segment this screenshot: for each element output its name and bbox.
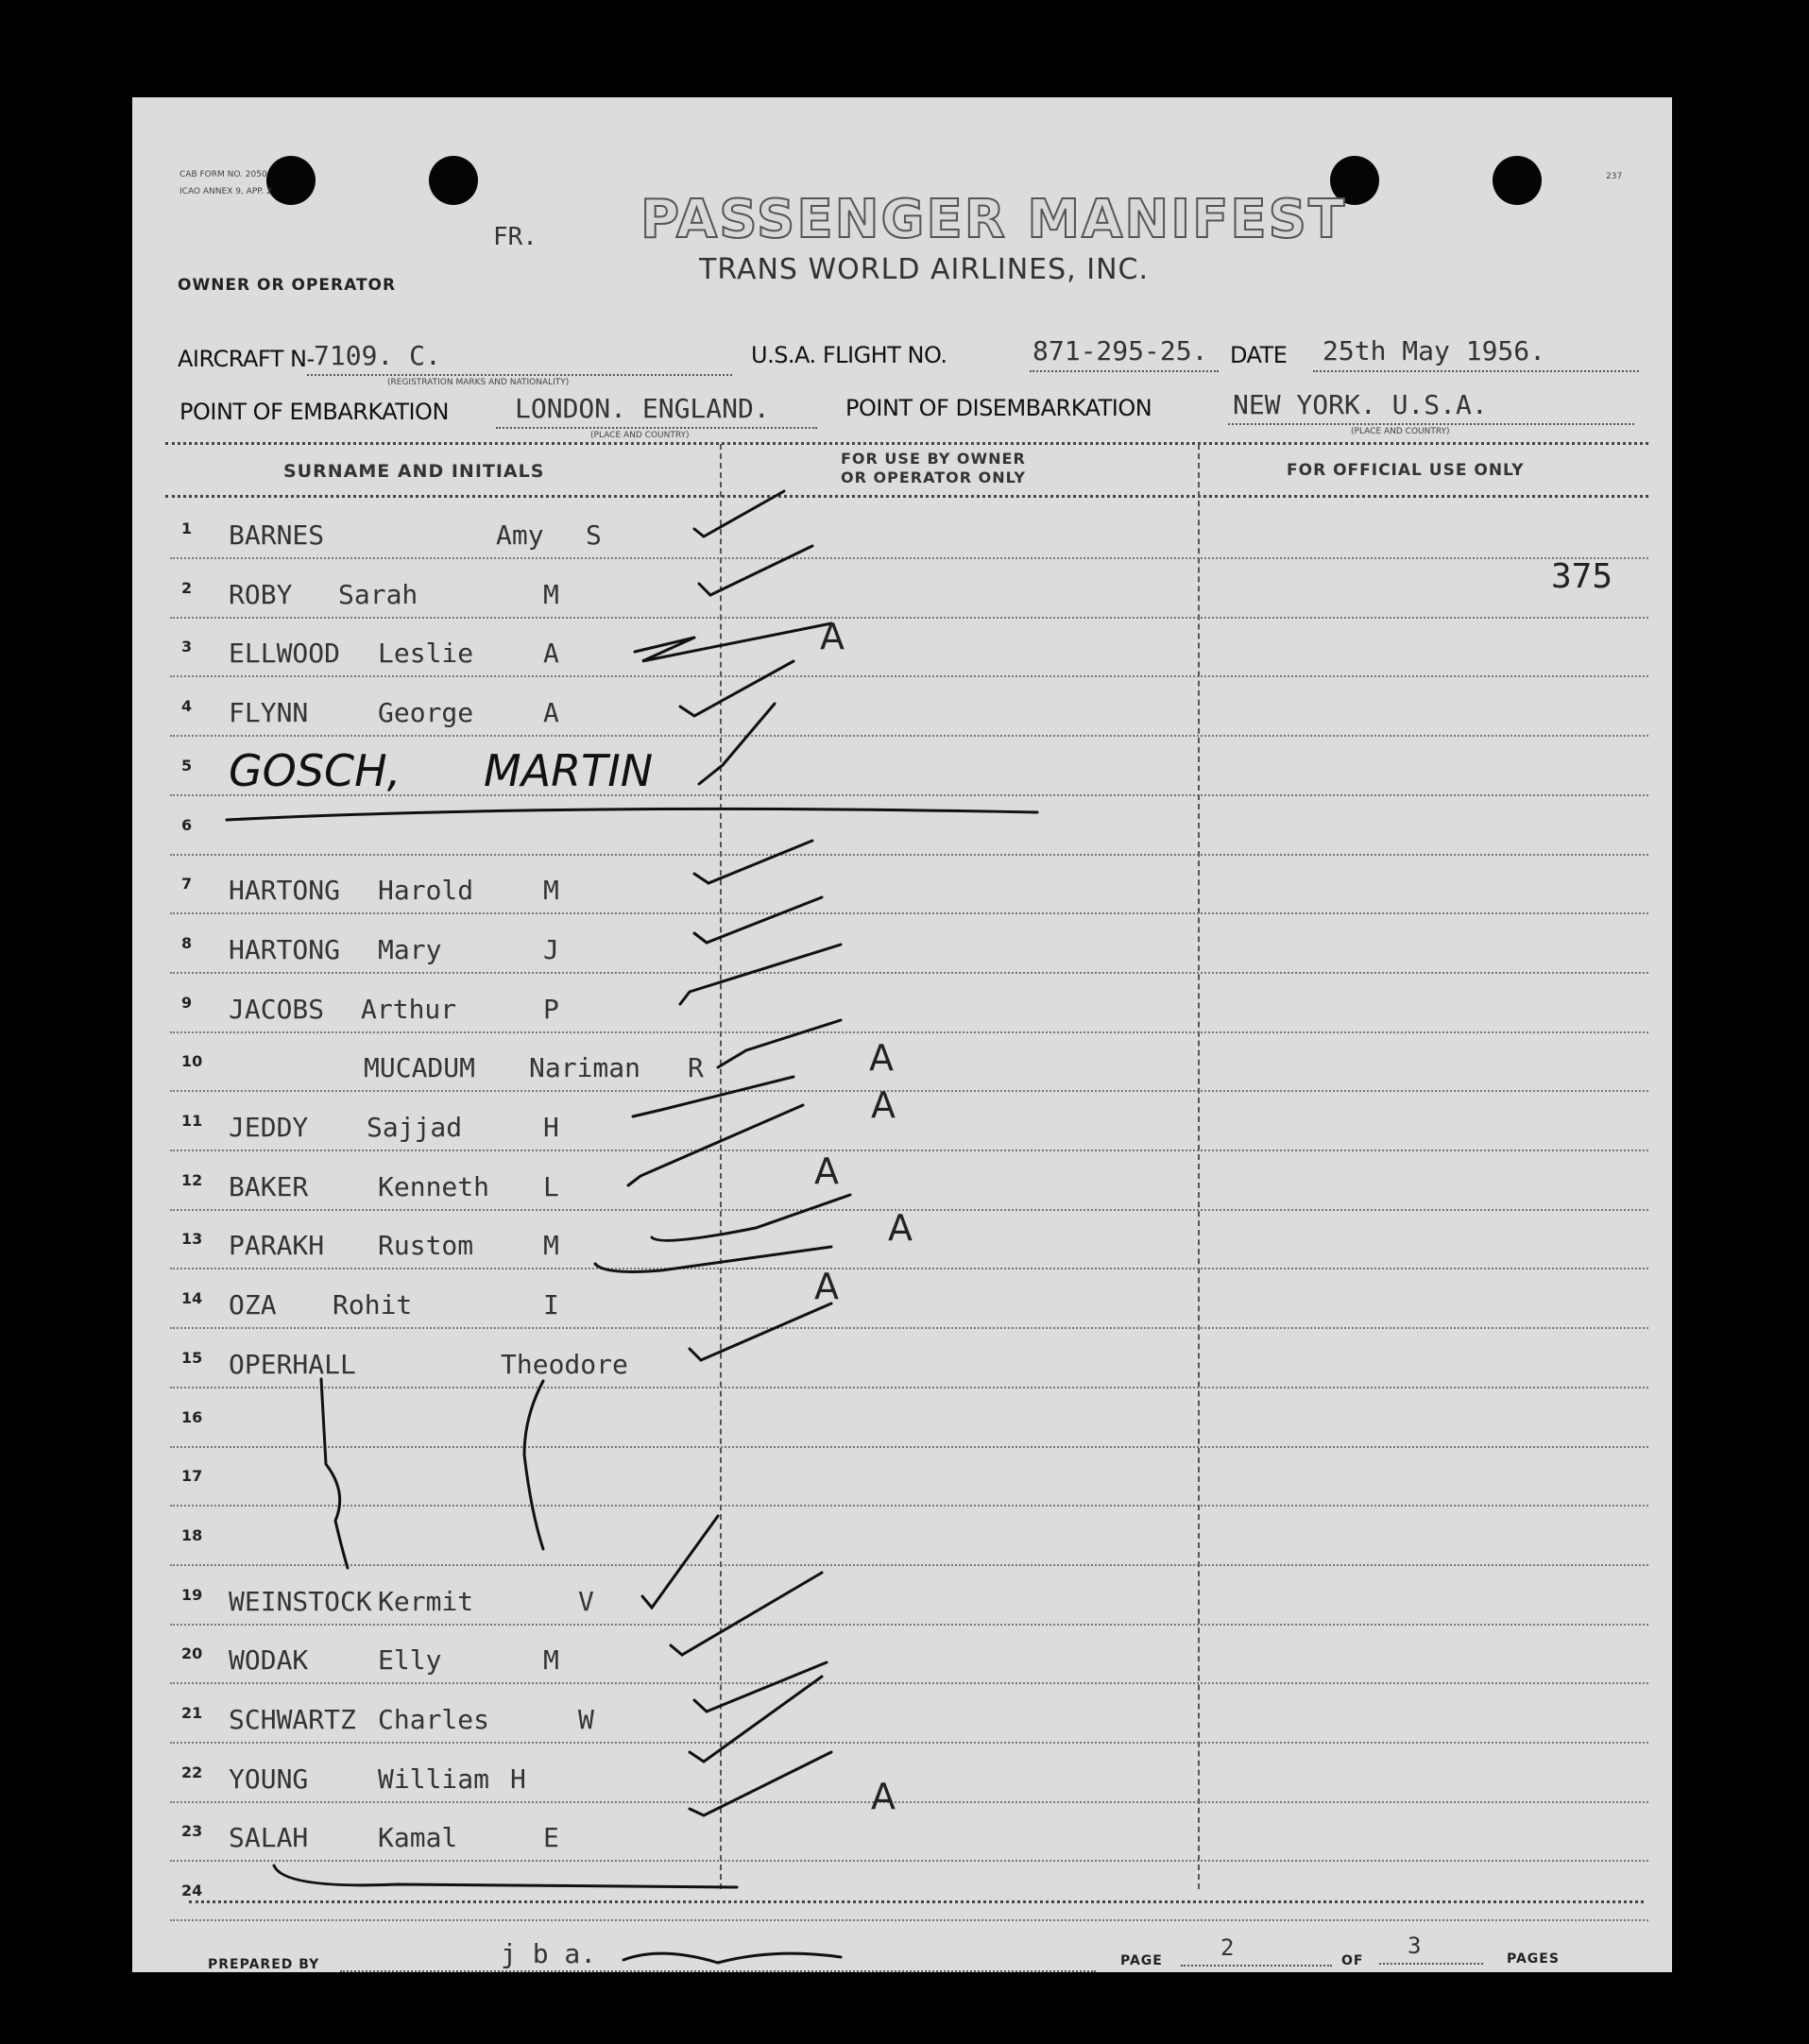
passenger-given-name: Rohit (333, 1289, 413, 1320)
manifest-title: PASSENGER MANIFEST (640, 189, 1347, 250)
table-bottom-rule (189, 1900, 1644, 1903)
passenger-initial: M (543, 1644, 559, 1676)
passenger-initial: J (543, 934, 559, 965)
stamp-a: A (820, 616, 845, 657)
disembarkation-label: POINT OF DISEMBARKATION (845, 395, 1152, 421)
page-value: 2 (1220, 1934, 1235, 1961)
flight-number-value: 871-295-25. (1032, 335, 1208, 366)
passenger-given-name: Sajjad (367, 1112, 463, 1143)
row-number: 20 (181, 1644, 203, 1662)
passenger-surname: ELLWOOD (229, 638, 341, 669)
of-value: 3 (1408, 1933, 1422, 1959)
passenger-initial: R (688, 1052, 704, 1083)
prepared-by-underline (340, 1970, 1096, 1972)
stamp-a: A (888, 1207, 913, 1249)
passenger-initial: V (578, 1586, 594, 1617)
stamp-a: A (814, 1150, 839, 1192)
disembarkation-caption: (PLACE AND COUNTRY) (1351, 427, 1450, 436)
passenger-surname: WODAK (229, 1644, 309, 1676)
prepared-by-value: j b a. (501, 1938, 597, 1969)
passenger-surname: WEINSTOCK (229, 1586, 372, 1617)
disembarkation-value: NEW YORK. U.S.A. (1233, 389, 1488, 420)
passenger-surname: MUCADUM (364, 1052, 476, 1083)
official-use-header: FOR OFFICIAL USE ONLY (1287, 461, 1525, 480)
row-number: 24 (181, 1882, 203, 1899)
passenger-initial: P (543, 994, 559, 1025)
passenger-initial: A (543, 697, 559, 728)
passenger-given-name: Leslie (378, 638, 474, 669)
passenger-initial: H (543, 1112, 559, 1143)
form-number-note: CAB FORM NO. 2050 (179, 170, 267, 179)
passenger-initial: A (543, 638, 559, 669)
passenger-initial: S (586, 520, 602, 551)
page-label: PAGE (1120, 1953, 1163, 1968)
passenger-surname: HARTONG (229, 934, 341, 965)
passenger-initial: H (510, 1763, 526, 1795)
of-label: OF (1341, 1953, 1364, 1968)
passenger-surname: GOSCH, (229, 745, 401, 796)
registration-caption: (REGISTRATION MARKS AND NATIONALITY) (387, 378, 570, 387)
passenger-surname: BAKER (229, 1171, 309, 1202)
passenger-initial: E (543, 1822, 559, 1853)
passenger-given-name: Charles (378, 1704, 490, 1735)
passenger-surname: FLYNN (229, 697, 309, 728)
passenger-given-name: Harold (378, 875, 474, 906)
passenger-given-name: Elly (378, 1644, 442, 1676)
passenger-given-name: Kermit (378, 1586, 474, 1617)
passenger-given-name: Kamal (378, 1822, 458, 1853)
row-number: 14 (181, 1289, 203, 1307)
passenger-surname: JEDDY (229, 1112, 309, 1143)
passenger-given-name: William (378, 1763, 490, 1795)
passenger-surname: ROBY (229, 579, 293, 610)
row-number: 5 (181, 757, 193, 775)
stamp-a: A (869, 1037, 894, 1079)
row-number: 11 (181, 1112, 203, 1130)
passenger-given-name: George (378, 697, 474, 728)
passenger-given-name: Arthur (361, 994, 457, 1025)
passenger-given-name: Theodore (501, 1349, 628, 1380)
passenger-surname: JACOBS (229, 994, 325, 1025)
row-number: 2 (181, 579, 193, 597)
airline-name: TRANS WORLD AIRLINES, INC. (699, 253, 1150, 286)
passenger-initial: L (543, 1171, 559, 1202)
pages-label: PAGES (1507, 1951, 1560, 1967)
passenger-given-name: Rustom (378, 1230, 474, 1261)
row-number: 1 (181, 520, 193, 537)
passenger-surname: SALAH (229, 1822, 309, 1853)
row-number: 18 (181, 1526, 203, 1544)
row-number: 6 (181, 816, 193, 834)
stamp-a: A (871, 1776, 896, 1817)
passenger-given-name: Kenneth (378, 1171, 490, 1202)
row-number: 7 (181, 875, 193, 893)
row-number: 19 (181, 1586, 203, 1604)
passenger-surname: BARNES (229, 520, 325, 551)
passenger-initial: M (543, 579, 559, 610)
embarkation-label: POINT OF EMBARKATION (179, 399, 449, 425)
passenger-initial: M (543, 875, 559, 906)
row-number: 17 (181, 1467, 203, 1485)
passenger-given-name: MARTIN (484, 745, 654, 796)
row-number: 16 (181, 1408, 203, 1426)
passenger-surname: PARAKH (229, 1230, 325, 1261)
date-value: 25th May 1956. (1323, 335, 1546, 366)
row-number: 9 (181, 994, 193, 1012)
row-number: 23 (181, 1822, 203, 1840)
prepared-by-label: PREPARED BY (208, 1957, 320, 1972)
row-number: 3 (181, 638, 193, 656)
row-number: 4 (181, 697, 193, 715)
passenger-given-name: Amy (496, 520, 544, 551)
of-underline (1379, 1963, 1483, 1965)
passenger-given-name: Sarah (338, 579, 418, 610)
passenger-given-name: Nariman (529, 1052, 641, 1083)
passenger-surname: SCHWARTZ (229, 1704, 356, 1735)
owner-operator-label: OWNER OR OPERATOR (178, 276, 397, 295)
row-number: 10 (181, 1052, 203, 1070)
embarkation-value: LONDON. ENGLAND. (515, 393, 770, 424)
row-number: 21 (181, 1704, 203, 1722)
passenger-given-name: Mary (378, 934, 442, 965)
row-number: 12 (181, 1171, 203, 1189)
passenger-surname: OPERHALL (229, 1349, 356, 1380)
owner-use-header-line1: FOR USE BY OWNER (841, 450, 1026, 468)
flight-number-label: U.S.A. FLIGHT NO. (751, 342, 947, 368)
passenger-initial: W (578, 1704, 594, 1735)
passenger-initial: I (543, 1289, 559, 1320)
passenger-surname: OZA (229, 1289, 277, 1320)
stamp-a: A (814, 1266, 839, 1307)
official-number: 375 (1551, 557, 1613, 596)
aircraft-value: 7109. C. (314, 340, 441, 371)
surname-column-header: SURNAME AND INITIALS (283, 461, 545, 482)
row-number: 13 (181, 1230, 203, 1248)
row-number: 8 (181, 934, 193, 952)
fr-mark: FR. (493, 223, 538, 251)
passenger-surname: YOUNG (229, 1763, 309, 1795)
form-annex-note: ICAO ANNEX 9, APP. 2 (179, 187, 272, 196)
embarkation-caption: (PLACE AND COUNTRY) (590, 431, 690, 440)
passenger-initial: M (543, 1230, 559, 1261)
row-number: 15 (181, 1349, 203, 1367)
aircraft-label: AIRCRAFT N- (178, 346, 315, 372)
corner-number: 237 (1606, 172, 1623, 181)
stamp-a: A (871, 1084, 896, 1126)
page-underline (1181, 1965, 1332, 1967)
date-label: DATE (1230, 342, 1288, 368)
owner-use-header-line2: OR OPERATOR ONLY (841, 468, 1026, 486)
row-number: 22 (181, 1763, 203, 1781)
passenger-surname: HARTONG (229, 875, 341, 906)
